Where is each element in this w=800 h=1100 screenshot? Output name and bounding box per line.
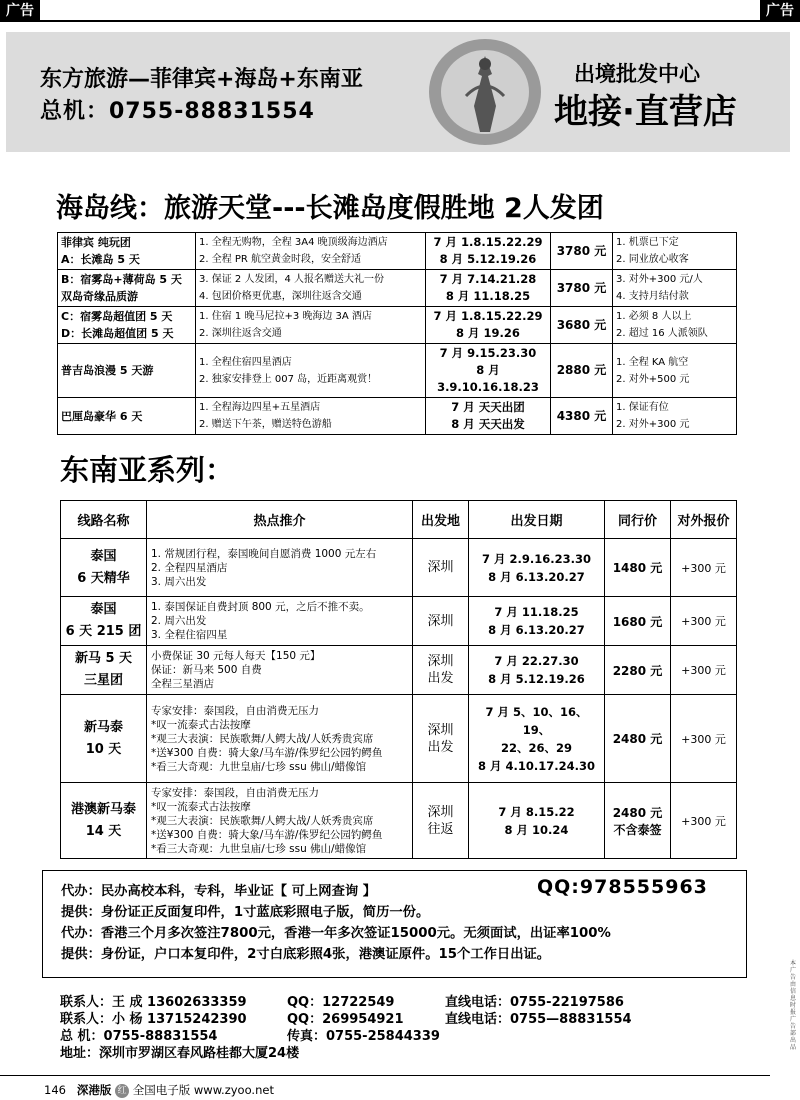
tour-notes-line: 1. 必须 8 人以上 <box>616 311 692 322</box>
tour-notes-line: 2. 超过 16 人派领队 <box>616 328 708 339</box>
route-departure-line: 出发 <box>427 671 454 686</box>
column-header: 线路名称 <box>61 501 147 539</box>
column-header: 同行价 <box>605 501 671 539</box>
sea-section-title: 东南亚系列： <box>60 453 235 487</box>
tour-highlights-line: 2. 独家安排登上 007 岛，近距离观赏！ <box>199 373 378 385</box>
route-highlights-line: 1. 泰国保证自费封顶 800 元，之后不推不卖。 <box>151 601 370 613</box>
route-dates-line: 7 月 11.18.25 <box>494 605 579 619</box>
route-row <box>61 539 737 597</box>
header-phone: 总机：0755-88831554 <box>40 99 315 124</box>
tour-dates-line: 8 月 11.18.25 <box>445 289 531 303</box>
route-dates <box>469 783 605 859</box>
route-dates <box>469 597 605 646</box>
route-public-price: +300 元 <box>671 539 737 597</box>
tour-notes-line: 2. 对外+300 元 <box>616 419 690 430</box>
route-highlights <box>147 646 413 695</box>
route-name-line: 6 天精华 <box>77 570 130 586</box>
route-public-price: +300 元 <box>671 783 737 859</box>
tour-dates-line: 8 月 天天出发 <box>451 417 525 431</box>
tour-highlights-line: 2. 全程 PR 航空黄金时段，安全舒适 <box>199 254 362 265</box>
route-highlights-line: *看三大奇观：九世皇庙/七珍 ssu 佛山/蜡像馆 <box>151 842 367 855</box>
route-dates <box>469 539 605 597</box>
tour-price: 4380 元 <box>551 398 613 435</box>
southeast-asia-table <box>60 500 737 859</box>
tour-dates-line: 7 月 9.15.23.30 <box>439 346 537 360</box>
service-line: 提供：身份证正反面复印件，1寸蓝底彩照电子版，简历一份。 <box>61 905 430 920</box>
tour-name-line: D：长滩岛超值团 5 天 <box>61 327 174 340</box>
service-line: 提供：身份证，户口本复印件，2寸白底彩照4张，港澳证原件。15个工作日出证。 <box>61 947 551 962</box>
route-row <box>61 695 737 783</box>
tour-dates-line: 7 月 天天出团 <box>451 400 525 414</box>
route-dates-line: 8 月 6.13.20.27 <box>488 623 585 637</box>
tour-price: 3780 元 <box>551 233 613 270</box>
route-highlights-line: 3. 全程住宿四星 <box>151 629 228 641</box>
route-highlights-line: *送¥300 自费：骑大象/马车游/侏罗纪公园钓鳄鱼 <box>151 746 383 759</box>
route-name <box>61 783 147 859</box>
contact-item: 直线电话：0755-22197586 <box>445 995 624 1010</box>
route-dates <box>469 695 605 783</box>
column-header: 对外报价 <box>671 501 737 539</box>
tour-highlights-line: 2. 赠送下午茶，赠送特色游船 <box>199 419 332 430</box>
route-departure <box>413 783 469 859</box>
tour-name <box>58 233 196 270</box>
route-name <box>61 695 147 783</box>
route-price-line: 不含泰签 <box>613 822 662 837</box>
island-row <box>58 270 737 307</box>
hong-logo-icon: 红 <box>115 1084 129 1098</box>
route-highlights-line: *观三大表演：民族歌舞/人鳄大战/人妖秀贵宾席 <box>151 732 374 745</box>
footer-label: 全国电子版 <box>132 1083 191 1097</box>
route-departure-line: 深圳 <box>427 722 454 738</box>
tour-notes <box>613 344 737 398</box>
tour-name <box>58 307 196 344</box>
footer-url[interactable]: www.zyoo.net <box>193 1083 274 1097</box>
tour-notes-line: 4. 支持月结付款 <box>616 291 689 302</box>
tour-notes-line: 1. 保证有位 <box>616 402 669 413</box>
tour-dates-line: 7 月 1.8.15.22.29 <box>433 309 543 323</box>
tour-highlights-line: 4. 包团价格更优惠，深圳往返含交通 <box>199 291 362 302</box>
route-highlights-line: 保证：新马来 500 自费 <box>151 664 262 676</box>
contact-item: 联系人：小 杨 13715242390 <box>60 1012 247 1027</box>
route-price <box>605 695 671 783</box>
tour-highlights-line: 2. 深圳往返含交通 <box>199 328 282 339</box>
tour-name-line: 普吉岛浪漫 5 天游 <box>61 364 154 377</box>
tour-name <box>58 270 196 307</box>
header-banner <box>6 32 790 152</box>
bottom-rule <box>0 1075 770 1076</box>
tour-highlights-line: 3. 保证 2 人发团，4 人报名赠送大礼一份 <box>199 274 384 285</box>
tour-name <box>58 344 196 398</box>
route-public-price: +300 元 <box>671 646 737 695</box>
tour-dates-line: 8 月 19.26 <box>456 326 520 340</box>
tour-highlights-line: 1. 住宿 1 晚马尼拉+3 晚海边 3A 酒店 <box>199 311 372 322</box>
route-dates-line: 8 月 10.24 <box>504 822 569 837</box>
tour-highlights <box>196 233 426 270</box>
contact-item: 直线电话：0755—88831554 <box>445 1012 632 1027</box>
route-name-line: 14 天 <box>85 823 122 839</box>
tour-price: 3780 元 <box>551 270 613 307</box>
tour-dates-line: 8 月 3.9.10.16.18.23 <box>437 363 539 394</box>
route-name-line: 10 天 <box>85 741 122 757</box>
tour-dates-line: 7 月 1.8.15.22.29 <box>433 235 543 249</box>
tour-notes-line: 1. 机票已下定 <box>616 237 679 248</box>
service-line: 代办：香港三个月多次签注7800元，香港一年多次签证15000元。无须面试，出证率100% <box>61 926 611 941</box>
tour-notes <box>613 398 737 435</box>
tour-name-line: 双岛奇缘品质游 <box>61 290 138 303</box>
ad-label-right: 广告 <box>760 0 800 22</box>
tour-price: 3680 元 <box>551 307 613 344</box>
tour-price: 2880 元 <box>551 344 613 398</box>
tour-dates-line: 7 月 7.14.21.28 <box>439 272 537 286</box>
header-right-sub: 出境批发中心 <box>574 62 700 86</box>
column-header: 热点推介 <box>147 501 413 539</box>
tour-highlights-line: 1. 全程海边四星+五星酒店 <box>199 402 321 413</box>
tour-name-line: 巴厘岛豪华 6 天 <box>61 409 143 423</box>
route-departure-line: 深圳 <box>427 804 454 820</box>
route-departure <box>413 646 469 695</box>
route-departure-line: 出发 <box>427 739 454 755</box>
route-highlights <box>147 783 413 859</box>
route-dates-line: 7 月 8.15.22 <box>498 804 575 819</box>
route-highlights-line: *叹一流泰式古法按摩 <box>151 718 251 731</box>
route-highlights-line: *观三大表演：民族歌舞/人鳄大战/人妖秀贵宾席 <box>151 814 374 827</box>
route-highlights-line: *看三大奇观：九世皇庙/七珍 ssu 佛山/蜡像馆 <box>151 760 367 773</box>
route-price <box>605 783 671 859</box>
route-dates-line: 8 月 6.13.20.27 <box>488 569 585 584</box>
route-name-line: 新马泰 <box>83 719 123 735</box>
contact-item: 地址：深圳市罗湖区春风路桂都大厦24楼 <box>60 1046 300 1061</box>
route-highlights-line: 专家安排：泰国段，自由消费无压力 <box>151 786 319 799</box>
route-highlights <box>147 539 413 597</box>
tour-notes-line: 2. 同业放心收客 <box>616 254 689 265</box>
service-line: 代办：民办高校本科，专科，毕业证【 可上网查询 】 <box>61 884 377 899</box>
tour-highlights-line: 1. 全程住宿四星酒店 <box>199 356 292 368</box>
route-price-line: 1480 元 <box>612 561 663 575</box>
route-highlights-line: 2. 全程四星酒店 <box>151 561 228 574</box>
route-departure <box>413 597 469 646</box>
tour-dates <box>426 344 551 398</box>
tour-dates <box>426 307 551 344</box>
route-row <box>61 597 737 646</box>
route-highlights-line: 全程三星酒店 <box>151 678 214 690</box>
contact-item: QQ：269954921 <box>287 1012 404 1027</box>
tour-dates <box>426 233 551 270</box>
route-dates-line: 7 月 5、10、16、19、 <box>485 704 588 737</box>
route-highlights-line: 专家安排：泰国段，自由消费无压力 <box>151 704 319 717</box>
route-departure-line: 深圳 <box>427 560 454 575</box>
contact-item: 联系人：王 成 13602633359 <box>60 995 247 1010</box>
route-row <box>61 783 737 859</box>
tour-notes <box>613 307 737 344</box>
ad-label-left: 广告 <box>0 0 40 22</box>
route-highlights-line: *叹一流泰式古法按摩 <box>151 800 251 813</box>
route-price <box>605 646 671 695</box>
route-public-price: +300 元 <box>671 597 737 646</box>
route-dates-line: 7 月 2.9.16.23.30 <box>482 551 591 566</box>
route-public-price: +300 元 <box>671 695 737 783</box>
tour-highlights <box>196 307 426 344</box>
tour-highlights <box>196 344 426 398</box>
route-name-line: 三星团 <box>83 673 123 688</box>
tour-highlights-line: 1. 全程无购物，全程 3A4 晚顶级海边酒店 <box>199 237 388 248</box>
tour-name-line: A：长滩岛 5 天 <box>61 253 140 266</box>
route-departure-line: 深圳 <box>427 613 454 629</box>
route-name-line: 泰国 <box>90 602 117 617</box>
route-departure <box>413 539 469 597</box>
route-price <box>605 539 671 597</box>
qq-number: QQ:978555963 <box>537 876 708 898</box>
contact-item: 传真：0755-25844339 <box>287 1029 440 1044</box>
route-highlights-line: *送¥300 自费：骑大象/马车游/侏罗纪公园钓鳄鱼 <box>151 828 383 841</box>
top-rule <box>0 20 800 22</box>
island-tours-table <box>57 232 737 435</box>
page-footer <box>44 1082 274 1098</box>
seal-logo <box>426 36 544 148</box>
route-name-line: 新马 5 天 <box>74 651 133 666</box>
route-dates <box>469 646 605 695</box>
island-row <box>58 307 737 344</box>
route-departure <box>413 695 469 783</box>
column-header: 出发地 <box>413 501 469 539</box>
tour-notes-line: 1. 全程 KA 航空 <box>616 356 689 368</box>
island-row <box>58 398 737 435</box>
page-number: 146 <box>44 1083 66 1097</box>
tour-name-line: 菲律宾 纯玩团 <box>61 236 131 249</box>
route-row <box>61 646 737 695</box>
route-price-line: 2480 元 <box>612 805 663 820</box>
tour-dates <box>426 270 551 307</box>
tour-notes <box>613 270 737 307</box>
contact-item: QQ：12722549 <box>287 995 395 1010</box>
route-highlights-line: 小费保证 30 元每人每天【150 元】 <box>151 650 321 662</box>
tour-highlights <box>196 398 426 435</box>
route-name-line: 港澳新马泰 <box>70 801 136 817</box>
contact-item: 总 机：0755-88831554 <box>60 1029 218 1044</box>
tour-notes <box>613 233 737 270</box>
route-departure-line: 深圳 <box>427 654 454 669</box>
route-dates-line: 8 月 5.12.19.26 <box>488 672 585 686</box>
side-vertical-text: 本广告由信息时报广告部出品 <box>790 960 797 1051</box>
route-price-line: 2280 元 <box>612 663 663 678</box>
route-name <box>61 646 147 695</box>
route-dates-line: 8 月 4.10.17.24.30 <box>478 758 595 773</box>
tour-notes-line: 3. 对外+300 元/人 <box>616 274 703 285</box>
route-highlights-line: 3. 周六出发 <box>151 575 207 588</box>
tour-dates-line: 8 月 5.12.19.26 <box>439 252 537 266</box>
header-right-title: 地接·直营店 <box>554 92 737 132</box>
tour-name-line: B：宿雾岛+薄荷岛 5 天 <box>61 273 182 286</box>
route-price-line: 1680 元 <box>612 614 663 629</box>
route-dates-line: 7 月 22.27.30 <box>494 654 579 668</box>
services-box <box>42 870 747 978</box>
route-name <box>61 539 147 597</box>
route-name-line: 6 天 215 团 <box>65 624 142 639</box>
route-name-line: 泰国 <box>90 548 117 564</box>
header-title: 东方旅游—菲律宾+海岛+东南亚 <box>40 67 363 92</box>
route-departure-line: 往返 <box>427 821 454 837</box>
route-price <box>605 597 671 646</box>
route-name <box>61 597 147 646</box>
route-highlights <box>147 695 413 783</box>
island-row <box>58 233 737 270</box>
tour-highlights <box>196 270 426 307</box>
column-header: 出发日期 <box>469 501 605 539</box>
island-row <box>58 344 737 398</box>
edition-label: 深港版 <box>76 1083 112 1097</box>
tour-notes-line: 2. 对外+500 元 <box>616 373 690 385</box>
route-highlights-line: 1. 常规团行程，泰国晚间自愿消费 1000 元左右 <box>151 547 377 560</box>
tour-name-line: C：宿雾岛超值团 5 天 <box>61 310 173 323</box>
route-price-line: 2480 元 <box>612 732 663 746</box>
route-highlights <box>147 597 413 646</box>
tour-name <box>58 398 196 435</box>
route-highlights-line: 2. 周六出发 <box>151 615 207 627</box>
island-section-title: 海岛线：旅游天堂---长滩岛度假胜地 2人发团 <box>56 193 604 224</box>
route-dates-line: 22、26、29 <box>500 740 572 755</box>
tour-dates <box>426 398 551 435</box>
